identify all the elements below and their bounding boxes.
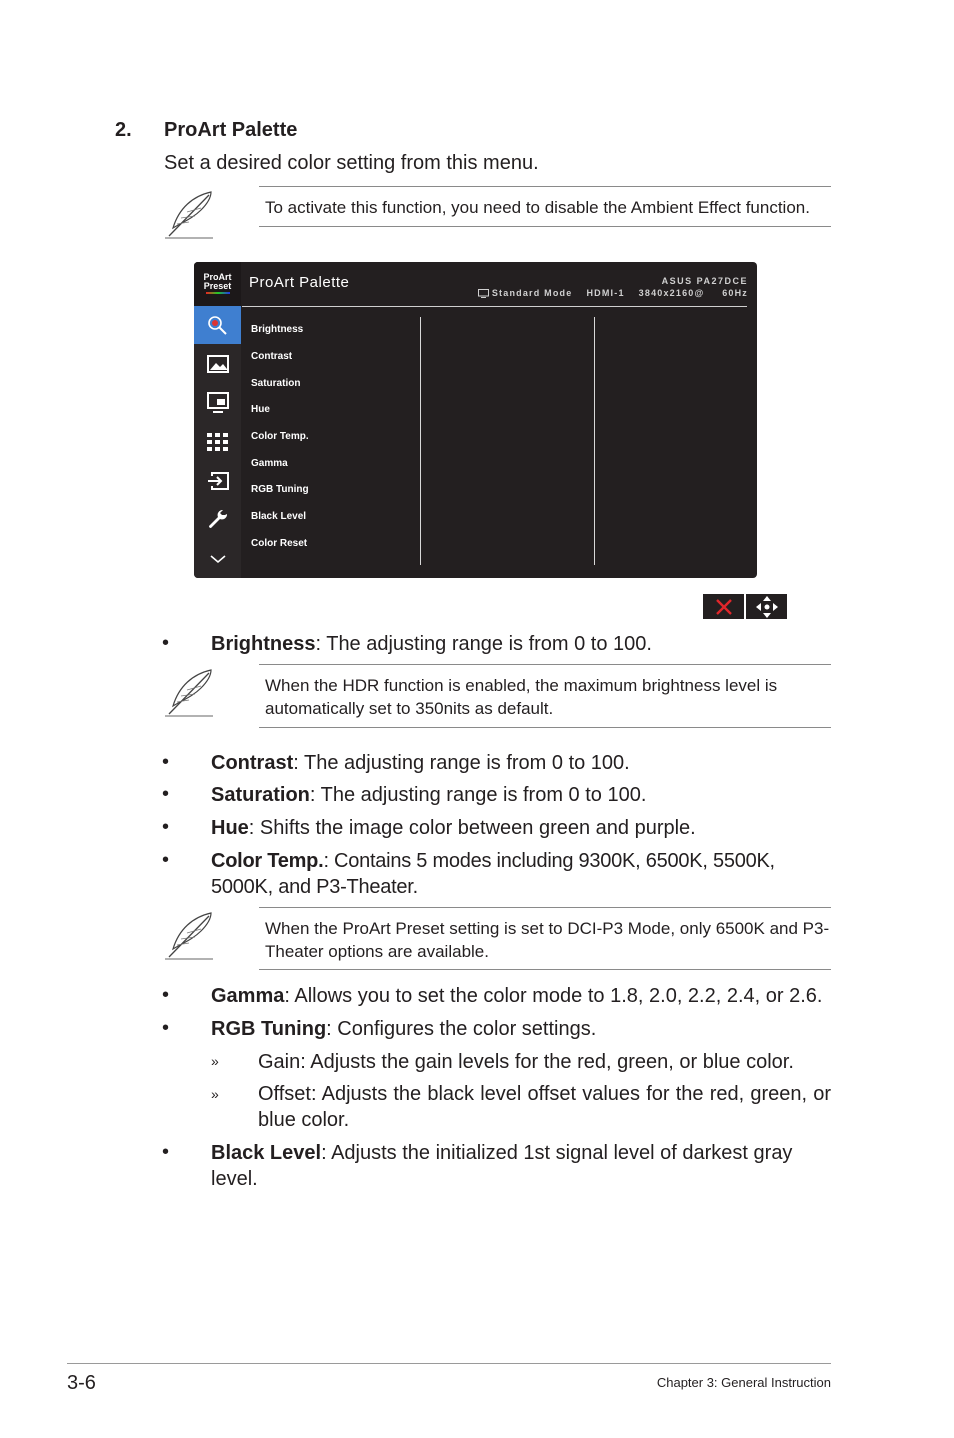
osd-item-color-reset[interactable]: Color Reset [251,538,308,549]
desc-rgb-tuning: : Configures the color settings. [326,1018,597,1040]
section-title: ProArt Palette [164,119,298,141]
note-ambient-text: To activate this function, you need to disable the Ambient Effect function. [265,198,810,217]
bullet-brightness [211,631,831,657]
desc-brightness: : The adjusting range is from 0 to 100. [315,633,652,655]
note-feather-icon [163,666,217,720]
osd-item-rgb-tuning[interactable]: RGB Tuning [251,484,309,495]
note-hdr [259,664,831,728]
bullet: • [162,1141,170,1163]
note-feather-icon [163,188,217,242]
logo-line2: Preset [203,281,232,291]
term-brightness: Brightness [211,633,316,655]
bullet-hue [211,815,831,841]
osd-menu [194,262,757,578]
desc-contrast: : The adjusting range is from 0 to 100. [293,752,630,774]
osd-item-saturation[interactable]: Saturation [251,378,301,389]
osd-title: ProArt Palette [249,274,350,291]
osd-item-hue[interactable]: Hue [251,404,270,415]
close-icon [715,599,733,615]
bullet: • [162,632,170,654]
section-number: 2. [115,119,132,141]
osd-sidebar [194,262,241,578]
osd-item-color-temp[interactable]: Color Temp. [251,431,309,442]
osd-item-black-level[interactable]: Black Level [251,511,307,522]
note-dcip3 [259,907,831,970]
monitor-icon [478,289,489,298]
desc-saturation: : The adjusting range is from 0 to 100. [309,784,647,806]
osd-menu-list [242,317,421,565]
osd-status [478,288,748,298]
desc-black-level: : Adjusts the initialized 1st signal level of darkest gray level. [211,1142,793,1190]
wrench-icon[interactable] [194,501,241,539]
status-refresh: 60Hz [722,288,748,298]
bullet-contrast [211,750,831,776]
term-color-temp: Color Temp. [211,850,324,872]
status-mode: Standard Mode [491,288,573,298]
proart-preset-logo [194,262,241,306]
bullet-saturation [211,782,831,808]
bullet-gamma [211,983,831,1009]
bullet: • [162,816,170,838]
input-icon[interactable] [194,462,241,500]
palette-icon[interactable] [194,306,241,344]
note-hdr-text: When the HDR function is enabled, the maximum brightness level is automatically set to 350nits as default. [265,676,778,718]
logo-line1: ProArt [203,272,232,282]
sub-bullet-gain: Gain: Adjusts the gain levels for the red, green, or blue color. [258,1051,794,1073]
osd-item-brightness[interactable]: Brightness [251,324,304,335]
note-dcip3-text: When the ProArt Preset setting is set to DCI-P3 Mode, only 6500K and P3-Theater options are available. [265,919,830,961]
bullet-black-level [211,1140,831,1192]
page-number: 3-6 [67,1372,96,1394]
section-intro: Set a desired color setting from this menu. [164,152,539,174]
bullet-color-temp [211,848,831,900]
osd-item-contrast[interactable]: Contrast [251,351,293,362]
apps-icon[interactable] [194,423,241,461]
osd-model: ASUS PA27DCE [661,276,748,286]
status-resolution: 3840x2160@ [638,288,705,298]
chapter-label: Chapter 3: General Instruction [656,1375,831,1390]
osd-item-gamma[interactable]: Gamma [251,458,288,469]
sub-bullet-offset: Offset: Adjusts the black level offset values for the red, green, or blue color. [258,1083,831,1131]
bullet: • [162,849,170,871]
note-ambient [259,186,831,227]
move-button[interactable] [746,594,787,619]
term-gamma: Gamma [211,985,285,1007]
close-button[interactable] [703,594,744,619]
osd-submenu [421,317,595,565]
term-contrast: Contrast [211,752,294,774]
status-input: HDMI-1 [586,288,625,298]
pip-icon[interactable] [194,384,241,422]
move-icon [756,596,778,618]
desc-color-temp: : Contains 5 modes including 9300K, 6500K, 5500K, 5000K, and P3-Theater. [211,850,775,898]
note-feather-icon [163,909,217,963]
desc-hue: : Shifts the image color between green and purple. [248,817,696,839]
image-icon[interactable] [194,345,241,383]
term-hue: Hue [211,817,249,839]
bullet-rgb-tuning [211,1016,831,1042]
sub-bullet: » [211,1053,219,1069]
sub-bullet: » [211,1086,219,1102]
bullet: • [162,1017,170,1039]
footer-rule [67,1363,831,1364]
chevron-down-icon[interactable] [194,540,241,578]
bullet: • [162,783,170,805]
bullet: • [162,984,170,1006]
desc-gamma: : Allows you to set the color mode to 1.8, 2.0, 2.2, 2.4, or 2.6. [284,985,823,1007]
term-black-level: Black Level [211,1142,322,1164]
term-rgb-tuning: RGB Tuning [211,1018,327,1040]
bullet: • [162,751,170,773]
term-saturation: Saturation [211,784,310,806]
